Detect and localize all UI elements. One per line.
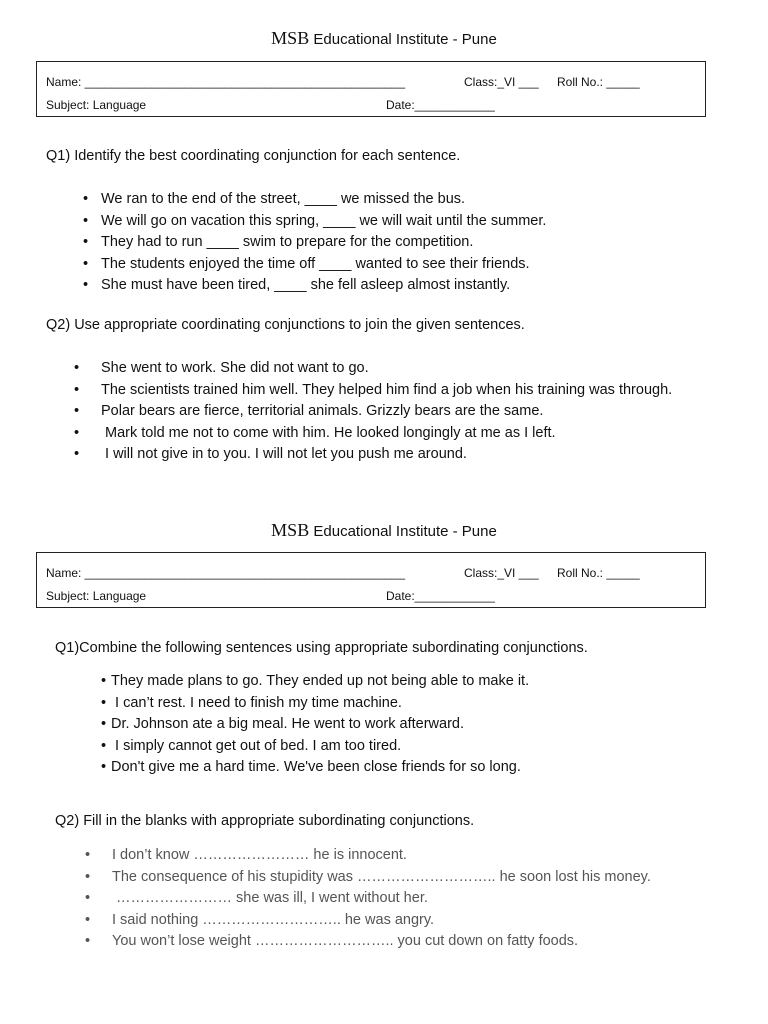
list-item: • I don’t know …………………… he is innocent. [85, 847, 407, 863]
list-item: • We ran to the end of the street, ____ we missed the bus. [83, 191, 466, 207]
worksheet1-title [0, 28, 768, 49]
list-item: • The scientists trained him well. They helped him find a job when his training was through. [74, 381, 673, 398]
ws1-q2-list [74, 358, 704, 466]
list-item: • Don't give me a hard time. We've been close friends for so long. [101, 759, 521, 775]
title-msb: MSB [271, 28, 310, 48]
subject-label: Subject: Language [46, 98, 147, 112]
list-item: • I simply cannot get out of bed. I am too tired. [101, 737, 402, 754]
worksheet2-title [0, 520, 768, 541]
ws2-q1-question: Q1)Combine the following sentences using appropriate subordinating conjunctions. [55, 640, 588, 656]
date-field[interactable]: Date:____________ [386, 98, 495, 112]
list-item: • She went to work. She did not want to go. [74, 360, 369, 376]
title-institute: Educational Institute - Pune [313, 31, 497, 48]
roll-field[interactable]: Roll No.: _____ [557, 566, 640, 580]
list-item: • Mark told me not to come with him. He looked longingly at me as I left. [74, 424, 556, 441]
class-field[interactable]: Class:_VI ___ [464, 75, 539, 89]
list-item: • Polar bears are fierce, territorial animals. Grizzly bears are the same. [74, 403, 544, 419]
name-field[interactable]: Name: ________________________________________________ [46, 75, 406, 89]
list-item: • You won’t lose weight ……………………….. you cut down on fatty foods. [85, 933, 579, 949]
worksheet2-header-box [36, 552, 706, 608]
list-item: • I said nothing ……………………….. he was angry. [85, 911, 435, 928]
name-field[interactable]: Name: ________________________________________________ [46, 566, 406, 580]
class-field[interactable]: Class:_VI ___ [464, 566, 539, 580]
list-item: • I will not give in to you. I will not let you push me around. [74, 446, 467, 462]
ws2-q2-question: Q2) Fill in the blanks with appropriate subordinating conjunctions. [55, 813, 475, 829]
title-institute: Educational Institute - Pune [313, 523, 497, 540]
list-item: • …………………… she was ill, I went without her. [85, 890, 428, 906]
title-msb: MSB [271, 520, 310, 540]
roll-field[interactable]: Roll No.: _____ [557, 75, 640, 89]
list-item: • The consequence of his stupidity was ……………………….. he soon lost his money. [85, 868, 651, 885]
list-item: • I can’t rest. I need to finish my time machine. [101, 694, 402, 711]
list-item: • They had to run ____ swim to prepare for the competition. [83, 234, 474, 250]
list-item: • They made plans to go. They ended up not being able to make it. [101, 673, 530, 689]
ws1-q1-list [83, 189, 723, 297]
ws2-q1-list [101, 671, 721, 779]
worksheet1-header-box [36, 61, 706, 117]
list-item: • Dr. Johnson ate a big meal. He went to work afterward. [101, 716, 465, 732]
list-item: • She must have been tired, ____ she fell asleep almost instantly. [83, 277, 511, 293]
date-field[interactable]: Date:____________ [386, 589, 495, 603]
list-item: • We will go on vacation this spring, ____ we will wait until the summer. [83, 212, 547, 229]
ws1-q2-question: Q2) Use appropriate coordinating conjunctions to join the given sentences. [46, 317, 525, 333]
list-item: • The students enjoyed the time off ____ wanted to see their friends. [83, 255, 530, 272]
subject-label: Subject: Language [46, 589, 147, 603]
ws2-q2-list [85, 845, 725, 953]
ws1-q1-question: Q1) Identify the best coordinating conjunction for each sentence. [46, 148, 461, 164]
